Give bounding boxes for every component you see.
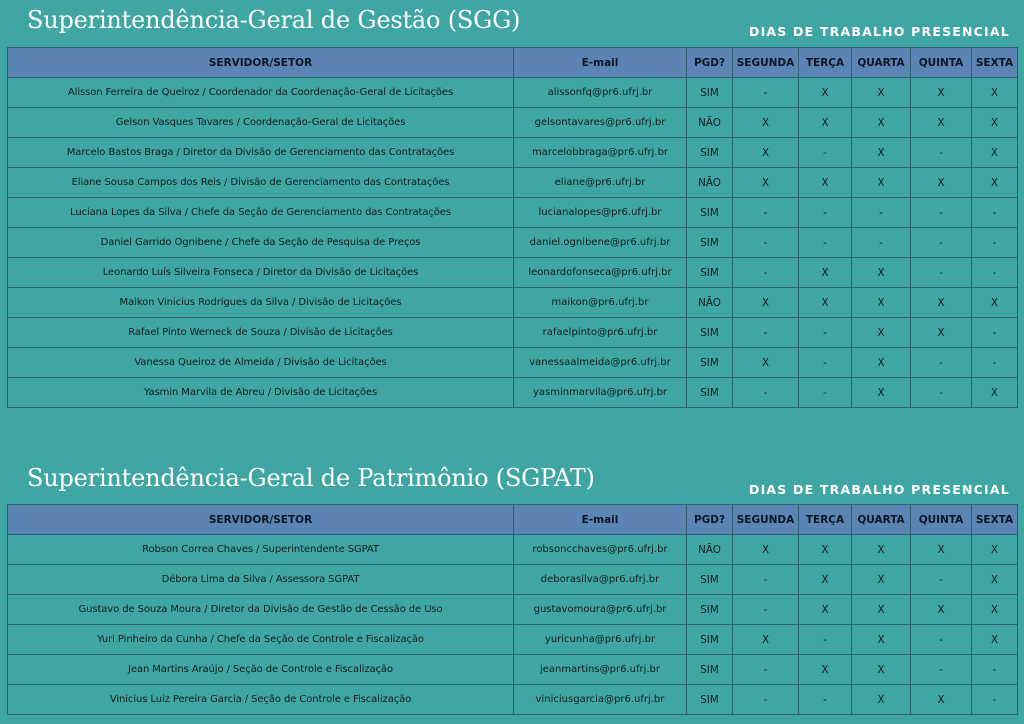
cell-name: Daniel Garrido Ognibene / Chefe da Seção de Pesquisa de Preços — [8, 228, 514, 258]
cell-name: Eliane Sousa Campos dos Reis / Divisão de Gerenciamento das Contratações — [8, 168, 514, 198]
cell-sexta: - — [972, 318, 1018, 348]
header-row — [8, 48, 1018, 78]
days-caption-sgg: DIAS DE TRABALHO PRESENCIAL — [749, 24, 1010, 39]
table-row — [8, 318, 1018, 348]
cell-quarta: X — [852, 595, 911, 625]
cell-terca: X — [799, 535, 852, 565]
section-title-sgpat: Superintendência-Geral de Patrimônio (SGPAT) — [27, 464, 595, 492]
cell-name: Marcelo Bastos Braga / Diretor da Divisão de Gerenciamento das Contratações — [8, 138, 514, 168]
cell-segunda: - — [733, 198, 799, 228]
cell-segunda: X — [733, 348, 799, 378]
cell-quinta: X — [911, 595, 972, 625]
cell-quarta: X — [852, 535, 911, 565]
cell-email: jeanmartins@pr6.ufrj.br — [514, 655, 687, 685]
cell-segunda: X — [733, 625, 799, 655]
cell-quinta: - — [911, 348, 972, 378]
cell-quarta: X — [852, 78, 911, 108]
cell-terca: - — [799, 228, 852, 258]
cell-quarta: X — [852, 288, 911, 318]
column-header-quinta: QUINTA — [911, 505, 972, 535]
cell-pgd: SIM — [687, 378, 733, 408]
cell-name: Leonardo Luís Silveira Fonseca / Diretor da Divisão de Licitações — [8, 258, 514, 288]
cell-quinta: - — [911, 378, 972, 408]
cell-quinta: X — [911, 108, 972, 138]
cell-terca: X — [799, 258, 852, 288]
table-row — [8, 565, 1018, 595]
cell-quinta: X — [911, 78, 972, 108]
cell-quinta: - — [911, 138, 972, 168]
cell-sexta: X — [972, 595, 1018, 625]
cell-sexta: X — [972, 108, 1018, 138]
cell-quinta: - — [911, 655, 972, 685]
cell-segunda: - — [733, 258, 799, 288]
table-row — [8, 228, 1018, 258]
cell-quarta: X — [852, 625, 911, 655]
cell-terca: - — [799, 685, 852, 715]
cell-terca: X — [799, 108, 852, 138]
cell-segunda: X — [733, 108, 799, 138]
cell-quarta: X — [852, 138, 911, 168]
column-header-terca: TERÇA — [799, 48, 852, 78]
column-header-name: SERVIDOR/SETOR — [8, 505, 514, 535]
cell-name: Robson Correa Chaves / Superintendente SGPAT — [8, 535, 514, 565]
cell-quinta: X — [911, 685, 972, 715]
cell-email: vanessaalmeida@pr6.ufrj.br — [514, 348, 687, 378]
cell-quarta: X — [852, 318, 911, 348]
cell-segunda: - — [733, 595, 799, 625]
cell-email: lucianalopes@pr6.ufrj.br — [514, 198, 687, 228]
cell-terca: X — [799, 595, 852, 625]
cell-segunda: - — [733, 565, 799, 595]
column-header-segunda: SEGUNDA — [733, 505, 799, 535]
cell-terca: - — [799, 348, 852, 378]
cell-pgd: SIM — [687, 318, 733, 348]
cell-pgd: NÃO — [687, 288, 733, 318]
column-header-email: E-mail — [514, 505, 687, 535]
column-header-quinta: QUINTA — [911, 48, 972, 78]
cell-email: gustavomoura@pr6.ufrj.br — [514, 595, 687, 625]
table-sgpat — [7, 504, 1018, 715]
cell-pgd: SIM — [687, 228, 733, 258]
column-header-quarta: QUARTA — [852, 505, 911, 535]
cell-quarta: X — [852, 168, 911, 198]
table-row — [8, 535, 1018, 565]
cell-email: alissonfq@pr6.ufrj.br — [514, 78, 687, 108]
cell-segunda: - — [733, 228, 799, 258]
cell-name: Jean Martins Araújo / Seção de Controle e Fiscalização — [8, 655, 514, 685]
cell-pgd: SIM — [687, 78, 733, 108]
cell-name: Luciana Lopes da Silva / Chefe da Seção de Gerenciamento das Contratações — [8, 198, 514, 228]
cell-email: gelsontavares@pr6.ufrj.br — [514, 108, 687, 138]
cell-terca: - — [799, 625, 852, 655]
cell-sexta: - — [972, 348, 1018, 378]
cell-quinta: X — [911, 288, 972, 318]
cell-name: Alisson Ferreira de Queiroz / Coordenador da Coordenação-Geral de Licitações — [8, 78, 514, 108]
cell-quinta: - — [911, 625, 972, 655]
cell-quinta: X — [911, 535, 972, 565]
cell-segunda: - — [733, 318, 799, 348]
cell-segunda: X — [733, 168, 799, 198]
cell-quinta: X — [911, 318, 972, 348]
cell-pgd: NÃO — [687, 108, 733, 138]
cell-name: Yuri Pinheiro da Cunha / Chefe da Seção de Controle e Fiscalização — [8, 625, 514, 655]
section-title-sgg: Superintendência-Geral de Gestão (SGG) — [27, 6, 521, 34]
cell-name: Vinicius Luiz Pereira Garcia / Seção de Controle e Fiscalização — [8, 685, 514, 715]
column-header-quarta: QUARTA — [852, 48, 911, 78]
table-row — [8, 655, 1018, 685]
cell-quinta: X — [911, 168, 972, 198]
cell-email: deborasilva@pr6.ufrj.br — [514, 565, 687, 595]
cell-name: Gustavo de Souza Moura / Diretor da Divisão de Gestão de Cessão de Uso — [8, 595, 514, 625]
days-caption-sgpat: DIAS DE TRABALHO PRESENCIAL — [749, 482, 1010, 497]
cell-segunda: X — [733, 535, 799, 565]
cell-sexta: - — [972, 685, 1018, 715]
cell-email: yuricunha@pr6.ufrj.br — [514, 625, 687, 655]
cell-quinta: - — [911, 565, 972, 595]
cell-email: viniciusgarcia@pr6.ufrj.br — [514, 685, 687, 715]
cell-sexta: X — [972, 625, 1018, 655]
cell-segunda: - — [733, 655, 799, 685]
cell-pgd: SIM — [687, 565, 733, 595]
cell-quinta: - — [911, 258, 972, 288]
cell-email: daniel.ognibene@pr6.ufrj.br — [514, 228, 687, 258]
cell-terca: X — [799, 565, 852, 595]
cell-terca: - — [799, 378, 852, 408]
table-row — [8, 78, 1018, 108]
cell-email: maikon@pr6.ufrj.br — [514, 288, 687, 318]
column-header-name: SERVIDOR/SETOR — [8, 48, 514, 78]
table-row — [8, 258, 1018, 288]
table-row — [8, 378, 1018, 408]
cell-pgd: SIM — [687, 595, 733, 625]
cell-name: Rafael Pinto Werneck de Souza / Divisão de Licitações — [8, 318, 514, 348]
table-row — [8, 625, 1018, 655]
cell-terca: - — [799, 198, 852, 228]
cell-sexta: X — [972, 565, 1018, 595]
table-row — [8, 288, 1018, 318]
cell-email: marcelobbraga@pr6.ufrj.br — [514, 138, 687, 168]
table-row — [8, 685, 1018, 715]
cell-quinta: - — [911, 198, 972, 228]
column-header-pgd: PGD? — [687, 48, 733, 78]
table-row — [8, 348, 1018, 378]
table-row — [8, 198, 1018, 228]
cell-sexta: X — [972, 535, 1018, 565]
cell-quarta: X — [852, 378, 911, 408]
cell-pgd: SIM — [687, 258, 733, 288]
cell-email: robsoncchaves@pr6.ufrj.br — [514, 535, 687, 565]
cell-quinta: - — [911, 228, 972, 258]
cell-terca: - — [799, 318, 852, 348]
cell-quarta: X — [852, 108, 911, 138]
cell-email: yasminmarvila@pr6.ufrj.br — [514, 378, 687, 408]
table-row — [8, 595, 1018, 625]
cell-name: Vanessa Queiroz de Almeida / Divisão de Licitações — [8, 348, 514, 378]
cell-pgd: NÃO — [687, 168, 733, 198]
cell-terca: X — [799, 288, 852, 318]
cell-sexta: - — [972, 655, 1018, 685]
cell-pgd: SIM — [687, 625, 733, 655]
cell-quarta: X — [852, 685, 911, 715]
cell-name: Yasmin Marvila de Abreu / Divisão de Licitações — [8, 378, 514, 408]
cell-terca: X — [799, 168, 852, 198]
cell-sexta: - — [972, 198, 1018, 228]
cell-quarta: X — [852, 258, 911, 288]
header-row — [8, 505, 1018, 535]
cell-pgd: SIM — [687, 655, 733, 685]
cell-segunda: X — [733, 288, 799, 318]
cell-segunda: - — [733, 78, 799, 108]
cell-quarta: X — [852, 348, 911, 378]
table-row — [8, 168, 1018, 198]
cell-segunda: - — [733, 685, 799, 715]
cell-pgd: SIM — [687, 198, 733, 228]
column-header-segunda: SEGUNDA — [733, 48, 799, 78]
cell-name: Maikon Vinicius Rodrigues da Silva / Divisão de Licitações — [8, 288, 514, 318]
cell-name: Débora Lima da Silva / Assessora SGPAT — [8, 565, 514, 595]
cell-segunda: - — [733, 378, 799, 408]
cell-email: rafaelpinto@pr6.ufrj.br — [514, 318, 687, 348]
cell-sexta: X — [972, 288, 1018, 318]
column-header-sexta: SEXTA — [972, 505, 1018, 535]
cell-terca: X — [799, 78, 852, 108]
cell-sexta: X — [972, 168, 1018, 198]
cell-sexta: - — [972, 258, 1018, 288]
cell-terca: - — [799, 138, 852, 168]
column-header-sexta: SEXTA — [972, 48, 1018, 78]
cell-segunda: X — [733, 138, 799, 168]
cell-quarta: X — [852, 655, 911, 685]
cell-pgd: SIM — [687, 348, 733, 378]
column-header-email: E-mail — [514, 48, 687, 78]
table-sgg — [7, 47, 1018, 408]
cell-sexta: X — [972, 138, 1018, 168]
cell-sexta: X — [972, 378, 1018, 408]
cell-name: Gelson Vasques Tavares / Coordenação-Geral de Licitações — [8, 108, 514, 138]
cell-sexta: X — [972, 78, 1018, 108]
column-header-terca: TERÇA — [799, 505, 852, 535]
cell-email: eliane@pr6.ufrj.br — [514, 168, 687, 198]
cell-quarta: X — [852, 565, 911, 595]
cell-quarta: - — [852, 198, 911, 228]
table-row — [8, 138, 1018, 168]
cell-pgd: SIM — [687, 138, 733, 168]
cell-pgd: NÃO — [687, 535, 733, 565]
table-row — [8, 108, 1018, 138]
column-header-pgd: PGD? — [687, 505, 733, 535]
cell-sexta: - — [972, 228, 1018, 258]
cell-email: leonardofonseca@pr6.ufrj.br — [514, 258, 687, 288]
cell-terca: X — [799, 655, 852, 685]
cell-quarta: - — [852, 228, 911, 258]
cell-pgd: SIM — [687, 685, 733, 715]
